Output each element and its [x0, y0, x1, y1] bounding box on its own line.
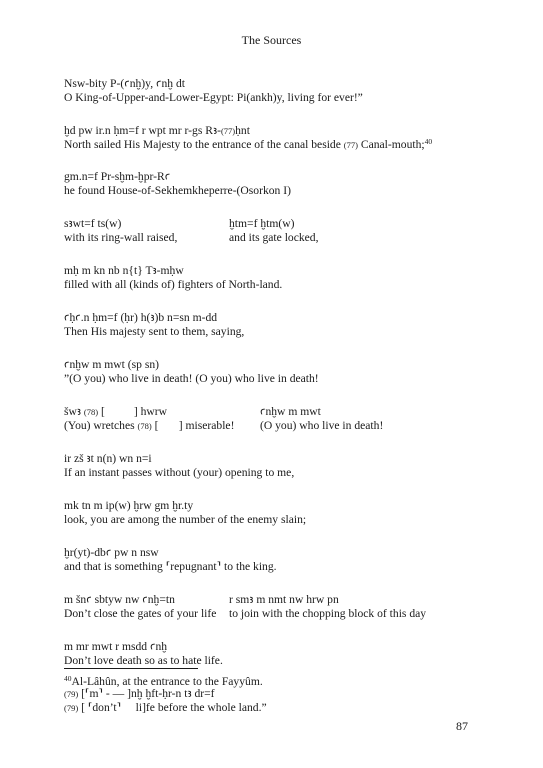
translation: he found House-of-Sekhemkheperre-(Osorkon I) [64, 184, 291, 197]
line-number: (77) [220, 126, 236, 136]
translation [64, 231, 484, 245]
transliteration-col-1: m šnꜥ sbtyw nw ꜥnḫ=tn [64, 593, 175, 606]
transliteration: ḫr(yt)-dbꜥ pw n nsw [64, 546, 159, 559]
translation-text: (You) wretches [64, 419, 138, 432]
transliteration-col-2: ḫtm=f ḫtm(w) [229, 217, 295, 230]
transliteration [64, 124, 484, 138]
translation: filled with all (kinds of) fighters of North-land. [64, 278, 283, 291]
stanza-8 [64, 405, 484, 433]
transliteration-col-1: sꜣwt=f ts(w) [64, 217, 122, 230]
footnote-divider [64, 668, 198, 669]
stanza-10 [64, 499, 484, 527]
translation-text: North sailed His Majesty to the entrance of the canal beside [64, 138, 344, 151]
transliteration: mḥ m kn nb n{t} Tꜣ-mḥw [64, 264, 184, 277]
transliteration-col-1 [64, 405, 167, 419]
transliteration: mk tn m ip(w) ḫrw gm ḫr.ty [64, 499, 194, 512]
transliteration-text: ḥnt [235, 124, 250, 137]
stanza-1 [64, 77, 484, 105]
stanza-11 [64, 546, 484, 574]
transliteration: Nsw-bity P-(ꜥnḫ)y, ꜥnḫ dt [64, 77, 185, 90]
stanza-7 [64, 358, 484, 386]
translation [64, 607, 484, 621]
line-number: (79) [64, 703, 79, 713]
transliteration [64, 405, 484, 419]
transliteration: ir zš ꜣt n(n) wn n=i [64, 452, 152, 465]
stanza-13 [64, 640, 484, 668]
transliteration: ꜥnḫw m mwt (sp sn) [64, 358, 159, 371]
translation: Don’t love death so as to hate life. [64, 654, 223, 667]
translation: ”(O you) who live in death! (O you) who live in death! [64, 372, 319, 385]
running-title: The Sources [241, 33, 302, 47]
translation-col-2: and its gate locked, [229, 231, 319, 244]
footnote-text: Al-Lâhûn, at the entrance to the Fayyûm. [71, 675, 263, 688]
transliteration-col-2: r smꜣ m nmt nw hrw pn [229, 593, 339, 606]
text-body [64, 77, 484, 734]
stanza-2 [64, 124, 484, 152]
stanza-14 [64, 687, 484, 715]
transliteration-text: šwꜣ [64, 405, 84, 418]
translation-text: [ ⸢don’t⸣ li]fe before the whole land.” [78, 701, 267, 714]
footnote-marker: 40 [424, 137, 433, 146]
footnote [64, 675, 263, 689]
translation [64, 419, 484, 433]
translation-col-1: Don’t close the gates of your life [64, 607, 217, 620]
transliteration [64, 217, 484, 231]
stanza-12 [64, 593, 484, 621]
line-number: (77) [343, 140, 358, 150]
translation-text: [ ] miserable! [151, 419, 235, 432]
stanza-5 [64, 264, 484, 292]
line-number: (78) [83, 407, 99, 417]
page-number: 87 [456, 719, 468, 733]
footnote-number: 40 [64, 674, 72, 683]
translation-col-2: (O you) who live in death! [260, 419, 384, 432]
stanza-9 [64, 452, 484, 480]
transliteration: ꜥḥꜥ.n ḥm=f (ḥr) h(ꜣ)b n=sn m-dd [64, 311, 218, 324]
stanza-4 [64, 217, 484, 245]
transliteration: m mr mwt r msdd ꜥnḫ [64, 640, 168, 653]
transliteration-text: [ ] hwrw [98, 405, 167, 418]
transliteration-text: ḫd pw ir.n ḥm=f r wpt mr r-gs Rꜣ- [64, 124, 221, 137]
translation [64, 701, 484, 715]
translation-col-1 [64, 419, 234, 433]
translation-text: Canal-mouth; [357, 138, 425, 151]
transliteration [64, 593, 484, 607]
translation-col-2: to join with the chopping block of this day [229, 607, 427, 620]
stanza-6 [64, 311, 484, 339]
translation [64, 138, 484, 152]
stanza-3 [64, 170, 484, 198]
transliteration: gm.n=f Pr-sḫm-ḫpr-Rꜥ [64, 170, 171, 183]
transliteration-col-2: ꜥnḫw m mwt [260, 405, 321, 418]
line-number: (78) [137, 421, 152, 431]
translation: and that is something ⸢repugnant⸣ to the king. [64, 560, 277, 573]
translation: look, you are among the number of the enemy slain; [64, 513, 307, 526]
translation: Then His majesty sent to them, saying, [64, 325, 245, 338]
transliteration-text: [⸢m⸣ - — ]nḫ ḫft-ḥr-n tꜣ dr=f [78, 687, 215, 700]
translation: If an instant passes without (your) opening to me, [64, 466, 295, 479]
translation: O King-of-Upper-and-Lower-Egypt: Pi(ankh)y, living for ever!” [64, 91, 363, 104]
translation-col-1: with its ring-wall raised, [64, 231, 178, 244]
line-number: (79) [64, 689, 79, 699]
transliteration [64, 687, 484, 701]
